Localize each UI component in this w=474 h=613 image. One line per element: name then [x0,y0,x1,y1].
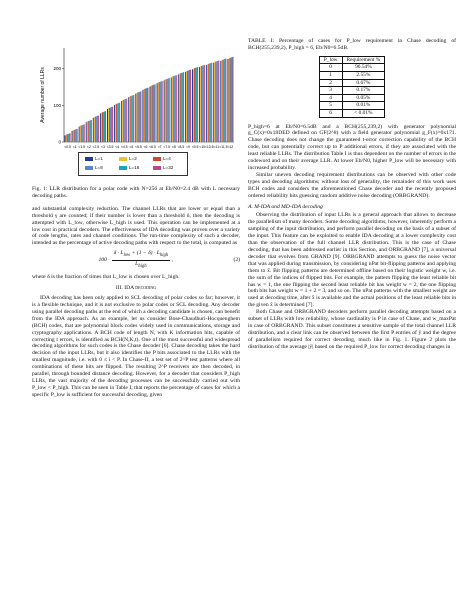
bar [189,70,190,142]
chart-legend [78,152,188,176]
bar [80,126,81,142]
figure-caption: Fig. 1: LLR distribution for a polar code with N=256 at Eb/N0=2.4 dB with L necessary decoding paths. [32,186,240,199]
table-cell-requirement: 2.55% [342,72,385,80]
y-tick-label: 0 [58,139,61,145]
bar [118,103,119,142]
bar [140,91,141,142]
table-row [319,79,384,87]
bar [133,95,134,142]
bar [230,58,231,142]
bar [115,104,116,142]
bar [107,109,108,142]
bar [222,60,223,142]
bar [217,61,218,142]
bar [216,61,217,142]
x-tick-label: <7 [157,145,162,149]
table-cell-requirement: 0.01% [342,102,385,110]
x-tick-label: <9.5 [191,145,199,149]
legend-item [119,156,137,161]
bar [136,93,137,142]
bar [146,88,147,142]
bar [161,81,162,142]
bar [75,130,76,142]
bar [162,81,163,142]
x-tick-label: <2 [86,145,91,149]
bar [168,78,169,142]
bar [114,105,115,142]
bar [182,73,183,142]
bar [98,116,99,142]
bar [187,71,188,142]
bar [200,66,201,142]
bar [73,130,74,142]
requirement-table [319,56,385,118]
bar [181,73,182,142]
y-tick-label: 100 [53,102,61,108]
x-tick-label: <12 [227,145,234,149]
legend-item [85,156,103,161]
table-cell-plow: 6 [319,109,342,117]
bar [195,68,196,142]
x-tick-label: <3.5 [106,145,114,149]
bar [81,125,82,142]
table-header-requirement: Requirement % [342,56,385,64]
bar [155,84,156,142]
table-cell-plow: 0 [319,64,342,72]
bar [72,131,73,142]
bar [87,121,88,142]
table-row [319,109,384,117]
table-cell-plow: 2 [319,79,342,87]
bar [154,85,155,142]
legend-label: L=32 [163,165,174,170]
bar [79,127,80,142]
bar [103,112,104,142]
bar [188,70,189,142]
left-paragraph-1: and substantial complexity reduction. The channel LLRs that are lower or equal than a threshold γ are counted; if their number is lower than a threshold δ, then the decoding is attempted with L_low, otherwise L_high is used. This operation can be implemented at a low cost in practical decoders. The effectiveness of IDA decoding was proven over a variety of code lengths, rates and channel conditions. The run-time complexity of such a decoder, intended as the percentage of active decoding paths with respect to the total, is computed as [32,205,240,247]
bar [206,65,207,142]
right-paragraph-3: Observing the distribution of input LLRs is a general approach that allows to decrease the parallelism of many decoders. Some decoding algorithms, however, inherently perform a sampling of the input distribution, and perform parallel decoding on the basis of a subset of the input. This feature can be exploited to enable IDA decoding at a lower complexity cost than the observation of the full channel LLR distribution. This is the case of Chase decoding, that has been addressed earlier in this Section, and ORBGRAND [7], a universal decoder that evolves from GRAND [9]. ORBGRAND attempts to guess the noise vector that was applied during transmission, by considering nPat bit-flipping patterns and applying them to x̂. Bit flipping patterns are determined offline based on their logistic weight w, i.e. the sum of the indices of flipped bits. For example, the pattern flipping the least reliable bit has w = 1, the one flipping the second least reliable bit has weight w = 2, the one flipping both bits has weight w = 1 + 2 = 3, and so on. The nPat patterns with the smallest weight are used at decoding time, after x̂ is available and the actual positions of the least reliable bits in the given x̂ is determined [7]. [248,212,456,309]
bar [82,125,83,142]
bar [108,108,109,142]
bar [76,129,77,142]
legend-swatch [85,166,93,170]
bar [178,74,179,142]
bar [171,77,172,142]
bar [122,100,123,142]
bar [93,118,94,142]
bar [68,134,69,142]
bar [165,80,166,142]
x-tick-label: <6 [143,145,148,149]
table-cell-plow: 5 [319,102,342,110]
bar [125,99,126,142]
bar [74,130,75,142]
x-tick-label: <11 [213,145,220,149]
x-tick-label: <8.5 [177,145,185,149]
x-tick-label: <9 [186,145,190,149]
x-tick-label: <4 [115,145,120,149]
x-tick-label: <1.5 [78,145,86,149]
bar [96,116,97,142]
bar [135,94,136,142]
bar [104,112,105,142]
bar [231,57,232,142]
bar [86,122,87,142]
right-paragraph-2: Similar uneven decoding requirement distributions can be observed with other code types and decoding algorithms; without loss of generality, the remainder of this work uses BCH codes and considers the aforementioned Chase decoder and the recently proposed ordered reliability bits guessing random additive noise decoding (ORBGRAND). [248,171,456,199]
bar [180,73,181,142]
bar [88,121,89,142]
table-cell-plow: 1 [319,72,342,80]
bar [124,99,125,142]
bar [159,82,160,142]
bar [129,96,130,142]
legend-label: L=1 [95,156,103,161]
bar [176,75,177,142]
bar [94,117,95,142]
right-column [248,38,456,351]
legend-label: L=8 [95,165,103,170]
bar [213,63,214,142]
bar [152,85,153,142]
bar [130,96,131,142]
bar [116,104,117,142]
bar [139,92,140,142]
equation-number: (2) [233,257,240,264]
bar [100,113,101,142]
bar [132,95,133,142]
bar [179,74,180,142]
bar [183,72,184,142]
bar [224,59,225,142]
bar [158,83,159,142]
bar [194,68,195,142]
bar [83,125,84,142]
table-row [319,102,384,110]
bar [89,121,90,142]
bar [192,69,193,142]
bar [157,83,158,142]
bar [105,111,106,142]
bar [225,59,226,142]
x-tick-label: <5.5 [135,145,142,149]
table-cell-requirement: < 0.01% [342,109,385,117]
bar [144,89,145,142]
x-tick-label: <0.5 [64,145,71,149]
legend-swatch [153,157,161,161]
x-tick-label: <7.5 [163,145,171,149]
left-column [32,186,240,399]
bar [101,113,102,142]
table-cell-plow: 4 [319,94,342,102]
bar [199,67,200,142]
legend-label: L=16 [129,165,140,170]
bar [77,129,78,142]
bar [128,97,129,142]
bar [173,76,174,142]
legend-label: L=2 [129,156,137,161]
bar [64,135,65,142]
legend-swatch [119,157,127,161]
bar [214,62,215,142]
section-heading: III. IDA decoding [115,285,157,292]
bar [142,90,143,142]
legend-item [85,165,103,170]
bar [221,60,222,142]
bar [203,65,204,142]
bar [147,88,148,142]
bar [145,88,146,142]
bar [229,58,230,142]
bar [211,63,212,142]
bar [164,80,165,142]
bar [137,92,138,142]
bar [227,59,228,142]
legend-swatch [85,157,93,161]
bar [186,71,187,142]
bar [220,61,221,142]
bar [223,59,224,142]
bar [112,107,113,142]
legend-swatch [153,166,161,170]
bar [151,86,152,142]
table-row [319,64,384,72]
table-caption: TABLE I: Percentage of cases for P_low requirement in Chase decoding of BCH(255,239,2), P_high = 6, Eb/N0=6.5dB. [248,38,456,51]
bar [210,63,211,142]
table-row [319,87,384,95]
table-cell-requirement: 0.17% [342,87,385,95]
bar [84,124,85,142]
bar [166,79,167,142]
legend-item [119,165,139,170]
legend-item [153,156,171,161]
bar [131,96,132,142]
bar [109,108,110,142]
table-header-plow: P_low [319,56,342,64]
bar [110,107,111,142]
x-tick-label: <4.5 [120,145,128,149]
bar [91,120,92,142]
bar [172,77,173,142]
bar [66,135,67,142]
bar [208,64,209,142]
bar [153,85,154,142]
x-tick-label: <3 [101,145,105,149]
x-tick-label: <10 [199,145,206,149]
complexity-equation: 100 · $\frac{\delta \cdot L_{low} + (1 - \delta) \cdot L_{high}}{L_{high}}$ , (2) [98,250,240,270]
right-paragraph-1: P_high=6 at Eb/N0=6.5dB and a BCH(255,239,2) with generator polynomial g_C(x)=0x18DED defined on GF(2^8) with a field generator polynomial g_F(x)=0x171. Chase decoding does not change the guaranteed t-error correction capability of the BCH code, but can potentially correct up to P additional errors, if they are associated with the least reliable LLRs. The distribution Table I is thus dependent on the number of errors in the codeword and on their average LLR. At lower Eb/N0, higher P_low will be necessary with increased probability. [248,123,456,171]
bar [138,92,139,142]
legend-label: L=4 [163,156,171,161]
bar [126,99,127,142]
bar [175,76,176,142]
bar [123,100,124,142]
bar [143,89,144,142]
bar [174,76,175,142]
table-cell-plow: 3 [319,87,342,95]
bar [209,63,210,142]
bar [193,69,194,142]
bar [119,103,120,142]
bar [207,64,208,142]
x-tick-label: <6.5 [149,145,156,149]
bar [95,117,96,142]
subsection-heading: A. M-IDA and MD-IDA decoding [248,203,323,210]
bar [169,78,170,142]
bar [196,67,197,142]
x-tick-label: <8 [171,145,176,149]
legend-swatch [119,166,127,170]
x-tick-label: <1 [72,145,77,149]
left-paragraph-2: where δ is the fraction of times that L_low is chosen over L_high. [32,274,180,281]
bar [160,82,161,142]
y-axis-label: Average number of LLRs [40,67,46,123]
bar [228,58,229,142]
x-tick-label: <2.5 [92,145,100,149]
table-row [319,94,384,102]
bar [185,72,186,142]
bar [202,66,203,142]
bar [69,134,70,142]
bar [117,103,118,142]
left-paragraph-3: IDA decoding has been only applied to SCL decoding of polar codes so far; however, it is a flexible technique, and it is not exclusive to polar codes or SCL decoding. Any decoder using parallel decoding paths at the end of which a decoding candidate is chosen, can benefit from the IDA approach. As an example, let us consider Bose-Chaudhuri-Hocquenghem (BCH) codes, that are polynomial block codes widely used in communications, storage and cryptography applications. A BCH code of length N, with K information bits, capable of correcting t errors, is identified as BCH(N,K,t). One of the most successful and widespread decoding algorithms for such codes is the Chase decoder [6]. Chase decoding takes the hard decision of the input LLRs, but it also identifies the P bits associated to the LLRs with the smallest magnitude, i.e. with 0 ≤ i < P. In Chase-II, a test set of 2^P test patterns where all combinations of these bits are flipped. The resulting 2^P receivers are then decoded, in parallel, through bounded distance decoding. However, for a decoder that considers P_high LLRs, the vast majority of the decoding processes can be successfully carried out with P_low < P_high. This can be seen in Table I, that reports the percentage of cases for which a specific P_low is sufficient for successful decoding, given [32,295,240,398]
bar [97,116,98,142]
x-tick-label: <10.5 [204,145,214,149]
y-tick-label: 200 [53,66,61,72]
table-cell-requirement: 96.54% [342,64,385,72]
bar [149,87,150,142]
bar [201,66,202,142]
bar [197,67,198,142]
legend-item [153,165,173,170]
bar [67,134,68,142]
bar [232,57,233,142]
bar [90,120,91,142]
bar [204,65,205,142]
bar [70,133,71,142]
bar [111,107,112,142]
bar [102,112,103,142]
table-row [319,72,384,80]
bar [121,101,122,142]
x-tick-label: <11.5 [219,145,228,149]
bar [215,62,216,142]
table-cell-requirement: 0.05% [342,94,385,102]
bar [167,79,168,142]
table-cell-requirement: 0.67% [342,79,385,87]
x-tick-label: <5 [129,145,134,149]
bar [218,60,219,142]
right-paragraph-4: Both Chase and ORBGRAND decoders perform parallel decoding attempts based on a subset of LLRs with low reliability, whose cardinality is P in case of Chase, and w_maxPat in case of ORBGRAND. This subset constitutes a sensitive sample of the total channel LLR distribution, and a clear link can be observed between the first P entries of ŷ and the degree of parallelism required for correct decoding, much like in Fig. 1. Figure 2 plots the distribution of the average |ŷ| based on the required P_low for correct decoding changes in [248,309,456,350]
bar [190,70,191,142]
